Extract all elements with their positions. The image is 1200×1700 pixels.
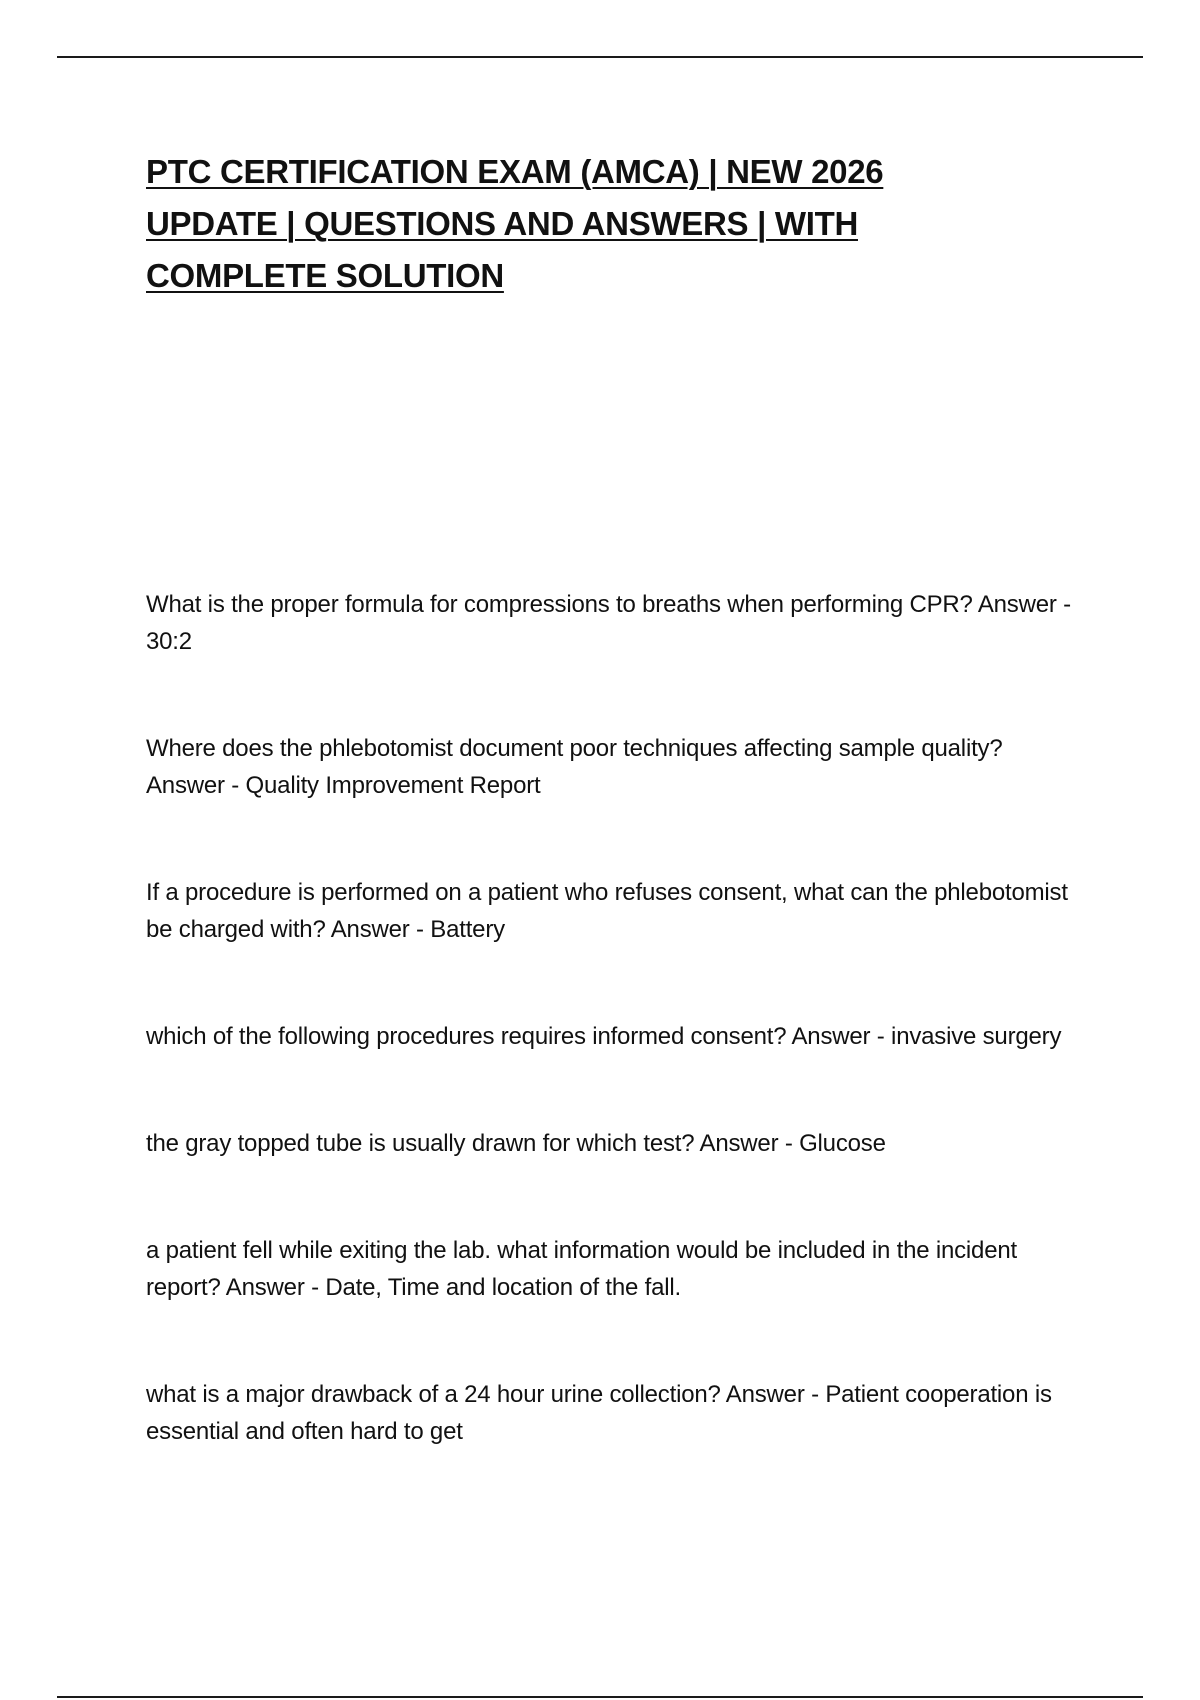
qa-item: the gray topped tube is usually drawn for which test? Answer - Glucose <box>146 1130 886 1157</box>
document-title: PTC CERTIFICATION EXAM (AMCA) | NEW 2026 UPDATE | QUESTIONS AND ANSWERS | WITH COMPLETE SOLUTION <box>146 153 884 294</box>
qa-item: a patient fell while exiting the lab. what information would be included in the incident report? Answer - Date, Time and location of the fall. <box>146 1237 1017 1301</box>
qa-item: what is a major drawback of a 24 hour urine collection? Answer - Patient cooperation is essential and often hard to get <box>146 1381 1052 1445</box>
page-bottom-rule <box>57 1696 1143 1698</box>
qa-item: If a procedure is performed on a patient who refuses consent, what can the phlebotomist be charged with? Answer - Battery <box>146 879 1068 943</box>
qa-list <box>146 586 1086 1450</box>
qa-item: What is the proper formula for compressions to breaths when performing CPR? Answer - 30:2 <box>146 591 1071 655</box>
qa-item: which of the following procedures requires informed consent? Answer - invasive surgery <box>146 1023 1062 1050</box>
qa-item: Where does the phlebotomist document poor techniques affecting sample quality? Answer - Quality Improvement Report <box>146 735 1003 799</box>
page-top-rule <box>57 56 1143 58</box>
